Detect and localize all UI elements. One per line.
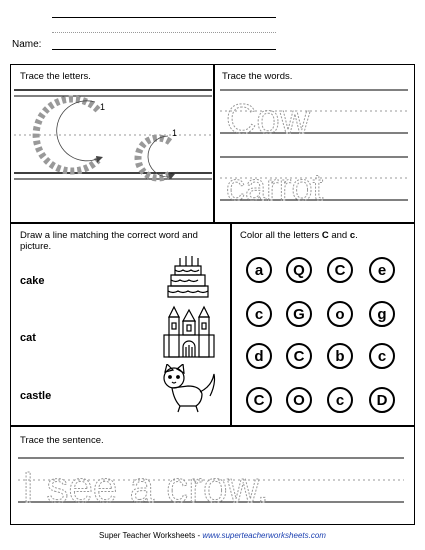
letter-circle[interactable]: C (327, 257, 353, 283)
lowercase-c-trace (138, 138, 170, 178)
letter-tracing-area[interactable] (12, 84, 214, 194)
top-line (52, 17, 276, 18)
letter-circle[interactable]: a (246, 257, 272, 283)
match-title: Draw a line matching the correct word and picture. (20, 230, 198, 252)
trace-words-title: Trace the words. (222, 71, 293, 82)
letter-circle[interactable]: c (246, 301, 272, 327)
letter-circle[interactable]: c (369, 343, 395, 369)
letter-circle[interactable]: b (327, 343, 353, 369)
match-word-castle[interactable]: castle (20, 390, 52, 402)
uppercase-stroke-number: 1 (100, 102, 106, 112)
uppercase-c-arrow (57, 101, 97, 161)
letter-circle[interactable]: o (327, 301, 353, 327)
name-input-line[interactable] (52, 49, 276, 50)
cake-picture[interactable] (165, 252, 211, 300)
footer-link[interactable]: www.superteacherworksheets.com (202, 531, 326, 540)
match-word-cat[interactable]: cat (20, 332, 36, 344)
match-word-cake[interactable]: cake (20, 275, 45, 287)
trace-sentence-text: I see a crow. (22, 463, 270, 512)
letter-circle[interactable]: Q (286, 257, 312, 283)
title-upper-c: C (321, 230, 329, 241)
letter-circle[interactable]: O (286, 387, 312, 413)
trace-word-cow: Cow (226, 95, 311, 142)
sentence-tracing-area[interactable] (12, 452, 412, 522)
letter-circle[interactable]: e (369, 257, 395, 283)
color-letters-title: Color all the letters C and c. (240, 230, 358, 241)
letter-circle[interactable]: D (369, 387, 395, 413)
trace-letters-title: Trace the letters. (20, 71, 91, 82)
letter-circle[interactable]: g (369, 301, 395, 327)
letter-circle[interactable]: c (327, 387, 353, 413)
cat-picture[interactable] (160, 364, 218, 414)
footer (0, 531, 425, 540)
letter-circle[interactable]: G (286, 301, 312, 327)
lowercase-stroke-number: 1 (172, 128, 178, 138)
word-tracing-area[interactable] (214, 84, 414, 214)
title-lower-c: c (349, 230, 356, 241)
letter-circle[interactable]: C (246, 387, 272, 413)
castle-picture[interactable] (161, 305, 217, 361)
letter-circle[interactable]: C (286, 343, 312, 369)
footer-brand: Super Teacher Worksheets - (99, 531, 203, 540)
top-dotted-line (52, 32, 276, 33)
trace-sentence-title: Trace the sentence. (20, 435, 104, 446)
name-label: Name: (12, 39, 42, 50)
trace-word-carrot: carrot (226, 167, 324, 209)
letter-circle[interactable]: d (246, 343, 272, 369)
